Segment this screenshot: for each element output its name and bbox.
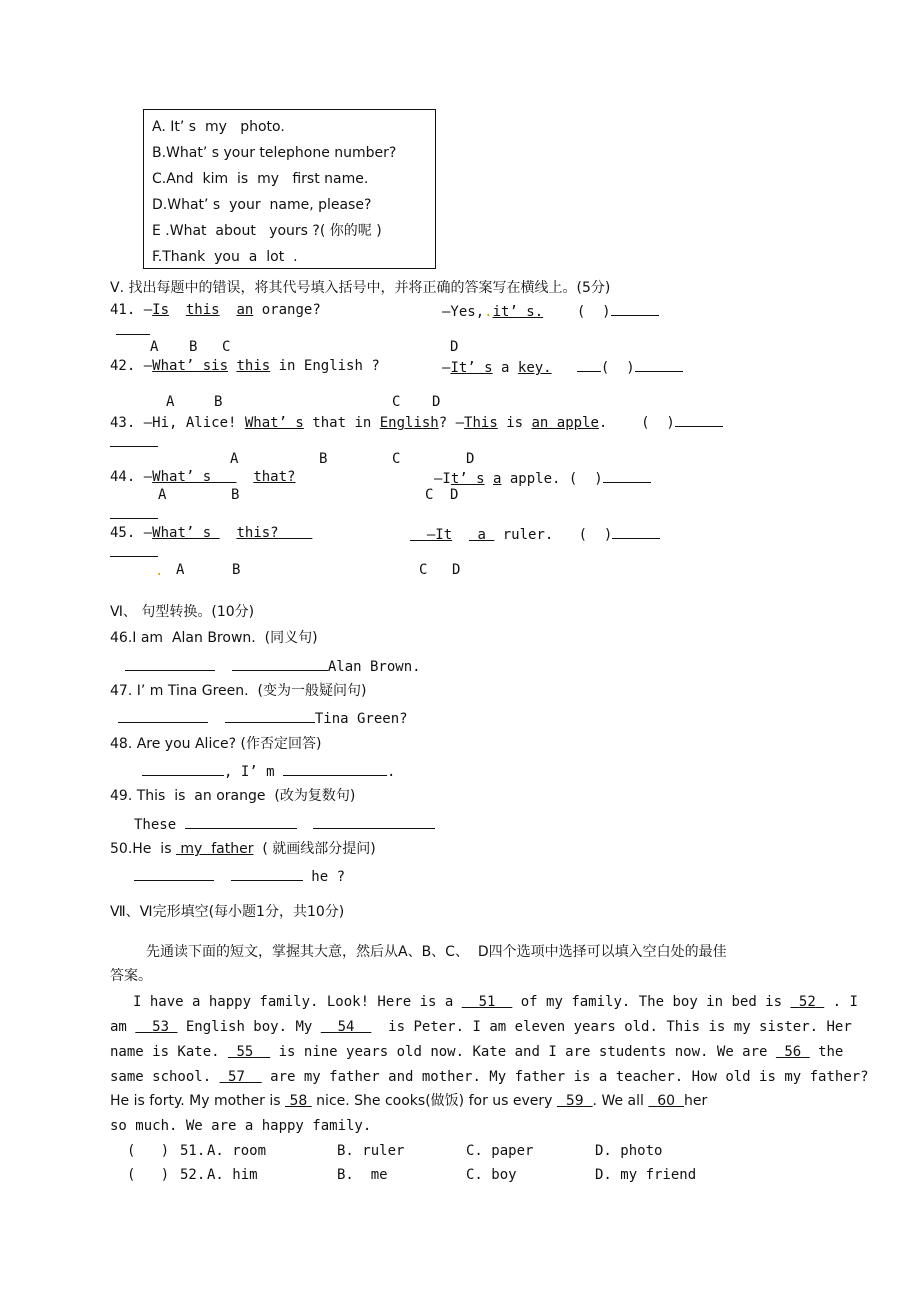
q48-text: 48. Are you Alice? (作否定回答)	[110, 736, 322, 752]
q46-blank-1[interactable]	[125, 656, 215, 671]
option-d: D.What’ s your name, please?	[152, 197, 372, 213]
q41-answer-blank[interactable]	[611, 301, 659, 316]
q46-text: 46.I am Alan Brown. (同义句)	[110, 630, 318, 646]
q41-letter-c: C	[222, 339, 231, 355]
q43-answer-blank[interactable]	[675, 412, 723, 427]
q49-blank-2[interactable]	[313, 814, 435, 829]
choice-51-c[interactable]: C. paper	[466, 1143, 534, 1159]
q44-answer-blank[interactable]	[603, 468, 651, 483]
q43-blank-tail[interactable]	[110, 432, 158, 447]
choice-52-d[interactable]: D. my friend	[595, 1167, 697, 1183]
q49-text: 49. This is an orange (改为复数句)	[110, 788, 356, 804]
option-f: F.Thank you a lot .	[152, 249, 298, 265]
choice-51-b[interactable]: B. ruler	[337, 1143, 405, 1159]
q44-right: —It’ s a apple. ( )	[434, 468, 651, 488]
option-b: B.What’ s your telephone number?	[152, 145, 397, 161]
q47-text: 47. I’ m Tina Green. (变为一般疑问句)	[110, 683, 367, 699]
q41-letter-d: D	[450, 339, 459, 355]
passage-line-6: so much. We are a happy family.	[110, 1118, 372, 1134]
q42-letter-d: D	[432, 394, 441, 410]
choice-51-num: 51.	[180, 1143, 206, 1159]
q42-letter-c: C	[392, 394, 401, 410]
q45-letter-d: D	[452, 562, 461, 578]
q45-letter-a: A	[176, 562, 185, 578]
q44-left: 44. —What’ s that?	[110, 469, 296, 485]
q50-blank-1[interactable]	[134, 866, 214, 881]
passage-line-2: am 53 English boy. My 54 is Peter. I am eleven years old. This is my sister. Her	[110, 1019, 852, 1035]
option-a: A. It’ s my photo.	[152, 119, 285, 135]
section-7-heading: Ⅶ、Ⅵ完形填空(每小题1分，共10分)	[110, 904, 345, 920]
choice-51-a[interactable]: A. room	[207, 1143, 267, 1159]
q42-letter-b: B	[214, 394, 223, 410]
q47-blank-2[interactable]	[225, 708, 315, 723]
option-e: E .What about yours ?( 你的呢 )	[152, 223, 382, 239]
choice-51-paren[interactable]: ( )	[127, 1143, 170, 1159]
q45-answer-blank[interactable]	[612, 524, 660, 539]
section-6-heading: Ⅵ、 句型转换。(10分)	[110, 604, 255, 620]
choice-52-c[interactable]: C. boy	[466, 1167, 517, 1183]
q43-letter-b: B	[319, 451, 328, 467]
q49-blank-1[interactable]	[185, 814, 297, 829]
q50-blank-2[interactable]	[231, 866, 303, 881]
q44-blank-tail[interactable]	[110, 504, 158, 519]
q43-letter-a: A	[230, 451, 239, 467]
q45-blank-tail[interactable]	[110, 542, 158, 557]
q45-letter-c: C	[419, 562, 428, 578]
choice-51-d[interactable]: D. photo	[595, 1143, 663, 1159]
passage-line-1: I have a happy family. Look! Here is a 51 of my family. The boy in bed is 52 . I	[133, 994, 858, 1010]
q42-left: 42. —What’ sis this in English ?	[110, 358, 380, 374]
q45-right: —It a ruler. ( )	[410, 524, 660, 544]
q41-letter-b: B	[189, 339, 198, 355]
q41-letter-a: A	[150, 339, 159, 355]
q41-left: 41. —Is this an orange?	[110, 302, 321, 318]
q48-blank-1[interactable]	[142, 761, 224, 776]
q43-letter-c: C	[392, 451, 401, 467]
q45-left: 45. —What’ s this?	[110, 525, 279, 541]
q42-pre-blank[interactable]	[577, 357, 601, 372]
q46-blank-2[interactable]	[232, 656, 328, 671]
q41-blank-tail[interactable]	[116, 320, 150, 335]
section-7-intro-1: 先通读下面的短文，掌握其大意，然后从A、B、C、 D四个选项中选择可以填入空白处的最佳	[146, 944, 727, 960]
passage-line-3: name is Kate. 55 is nine years old now. Kate and I are students now. We are 56 the	[110, 1044, 844, 1060]
q48-blank-2[interactable]	[283, 761, 387, 776]
choice-52-paren[interactable]: ( )	[127, 1167, 170, 1183]
q50-answer: he ?	[134, 866, 345, 886]
q48-answer: , I’ m .	[142, 761, 395, 781]
q41-right: —Yes,.it’ s. ( )	[442, 301, 659, 321]
q44-letter-d: D	[450, 487, 459, 503]
q44-letter-b: B	[231, 487, 240, 503]
q47-blank-1[interactable]	[118, 708, 208, 723]
choice-52-b[interactable]: B. me	[337, 1167, 388, 1183]
q49-answer: These	[134, 814, 435, 834]
q42-letter-a: A	[166, 394, 175, 410]
option-c: C.And kim is my first name.	[152, 171, 369, 187]
q43-line: 43. —Hi, Alice! What’ s that in English? —This is an apple. ( )	[110, 412, 723, 432]
q45-letter-b: B	[232, 562, 241, 578]
q50-text: 50.He is my father ( 就画线部分提问)	[110, 841, 376, 857]
passage-line-4: same school. 57 are my father and mother. My father is a teacher. How old is my father?	[110, 1069, 869, 1085]
q43-letter-d: D	[466, 451, 475, 467]
section-7-intro-2: 答案。	[110, 968, 152, 984]
section-5-heading: Ⅴ. 找出每题中的错误，将其代号填入括号中，并将正确的答案写在横线上。(5分)	[110, 280, 611, 296]
q44-letter-c: C	[425, 487, 434, 503]
passage-line-5: He is forty. My mother is 58 nice. She cooks(做饭) for us every 59 . We all 60 her	[110, 1093, 708, 1109]
stray-mark: .	[155, 563, 164, 579]
q42-answer-blank[interactable]	[635, 357, 683, 372]
q44-letter-a: A	[158, 487, 167, 503]
q46-answer: Alan Brown.	[125, 656, 421, 676]
choice-52-num: 52.	[180, 1167, 206, 1183]
choice-52-a[interactable]: A. him	[207, 1167, 258, 1183]
q47-answer: Tina Green?	[118, 708, 408, 728]
q42-right: —It’ s a key. ( )	[442, 357, 683, 377]
